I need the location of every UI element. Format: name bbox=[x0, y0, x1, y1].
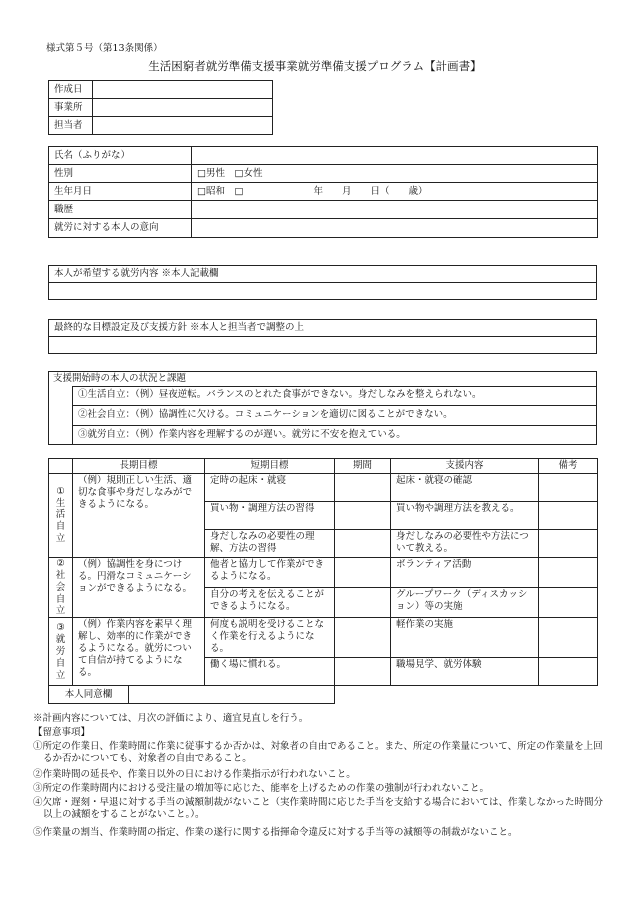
personal-info-table bbox=[48, 146, 598, 238]
office-field[interactable] bbox=[93, 99, 273, 117]
intent-label: 就労に対する本人の意向 bbox=[49, 219, 192, 238]
short-goal-cell[interactable]: 働く場に慣れる。 bbox=[205, 658, 335, 686]
final-goal-field[interactable] bbox=[49, 337, 597, 354]
intent-field[interactable] bbox=[192, 219, 598, 238]
career-label: 職歴 bbox=[49, 201, 192, 219]
support-cell[interactable]: グループワーク（ディスカッション）等の実施 bbox=[391, 588, 539, 618]
remarks-cell[interactable] bbox=[539, 473, 598, 501]
support-cell[interactable]: 起床・就寝の確認 bbox=[391, 473, 539, 501]
consent-label: 本人同意欄 bbox=[49, 686, 129, 704]
staff-field[interactable] bbox=[93, 117, 273, 135]
short-goal-cell[interactable]: 定時の起床・就寝 bbox=[205, 473, 335, 501]
page-title: 生活困窮者就労準備支援事業就労準備支援プログラム【計画書】 bbox=[148, 59, 482, 73]
period-cell[interactable] bbox=[335, 618, 391, 658]
remarks-cell[interactable] bbox=[539, 501, 598, 529]
remarks-cell[interactable] bbox=[539, 658, 598, 686]
period-cell[interactable] bbox=[335, 473, 391, 501]
support-cell[interactable]: 身だしなみの必要性や方法について教える。 bbox=[391, 529, 539, 557]
long-goal-social[interactable]: （例）協調性を身につける。円滑なコミュニケーションができるようになる。 bbox=[73, 557, 205, 617]
support-cell[interactable]: 職場見学、就労体験 bbox=[391, 658, 539, 686]
support-cell[interactable]: ボランティア活動 bbox=[391, 557, 539, 587]
short-goal-cell[interactable]: 買い物・調理方法の習得 bbox=[205, 501, 335, 529]
period-cell[interactable] bbox=[335, 588, 391, 618]
header-table bbox=[48, 80, 273, 135]
table-row bbox=[49, 618, 598, 658]
note-item: ②作業時間の延長や、作業日以外の日における作業指示が行われないこと。 bbox=[33, 769, 356, 780]
note-item: ⑤作業量の割当、作業時間の指定、作業の遂行に関する指揮命令違反に対する手当等の減額等の制裁がないこと。 bbox=[33, 827, 518, 838]
plan-header-period: 期間 bbox=[335, 459, 391, 474]
plan-header-support: 支援内容 bbox=[391, 459, 539, 474]
plan-header-short-goal: 短期目標 bbox=[205, 459, 335, 474]
period-cell[interactable] bbox=[335, 529, 391, 557]
final-goal-label: 最終的な目標設定及び支援方針 ※本人と担当者で調整の上 bbox=[49, 320, 597, 337]
name-label: 氏名（ふりがな） bbox=[49, 147, 192, 165]
table-row bbox=[49, 473, 598, 501]
long-goal-work[interactable]: （例）作業内容を素早く理解し、効率的に作業ができるようになる。就労について自信が持てるようになる。 bbox=[73, 618, 205, 686]
short-goal-cell[interactable]: 他者と協力して作業ができるようになる。 bbox=[205, 557, 335, 587]
remarks-cell[interactable] bbox=[539, 588, 598, 618]
table-row bbox=[49, 557, 598, 587]
support-cell[interactable]: 買い物や調理方法を教える。 bbox=[391, 501, 539, 529]
birthdate-label: 生年月日 bbox=[49, 183, 192, 201]
note-item: ④欠席・遅刻・早退に対する手当の減額制裁がないこと（実作業時間に応じた手当を支給する場合においては、作業しなかった時間分以上の減額をすることがないこと。）。 bbox=[33, 797, 604, 820]
created-date-label: 作成日 bbox=[49, 81, 93, 99]
desired-work-table bbox=[48, 265, 597, 300]
short-goal-cell[interactable]: 何度も説明を受けることなく作業を行えるようになる。 bbox=[205, 618, 335, 658]
desired-work-field[interactable] bbox=[49, 283, 597, 300]
created-date-field[interactable] bbox=[93, 81, 273, 99]
plan-header-long-goal: 長期目標 bbox=[73, 459, 205, 474]
birth-units: 年 月 日（ 歳） bbox=[313, 185, 428, 197]
career-field[interactable] bbox=[192, 201, 598, 219]
period-cell[interactable] bbox=[335, 658, 391, 686]
plan-table bbox=[48, 458, 598, 686]
desired-work-label: 本人が希望する就労内容 ※本人記載欄 bbox=[49, 266, 597, 283]
remarks-cell[interactable] bbox=[539, 618, 598, 658]
consent-table bbox=[48, 685, 335, 704]
status-item-work: ③就労自立：（例）作業内容を理解するのが遅い。就労に不安を抱えている。 bbox=[78, 429, 406, 440]
note-item: ①所定の作業日、作業時間に作業に従事するか否かは、対象者の自由であること。また、所定の作業量について、所定の作業量を上回るか否かについても、対象者の自由であること。 bbox=[33, 741, 603, 764]
note-item: ③所定の作業時間内における受注量の増加等に応じた、能率を上げるための作業の強制が行われないこと。 bbox=[33, 783, 490, 794]
long-goal-life[interactable]: （例）規則正しい生活、適切な食事や身だしなみができるようになる。 bbox=[73, 473, 205, 557]
birthdate-field[interactable] bbox=[192, 183, 598, 201]
remarks-cell[interactable] bbox=[539, 557, 598, 587]
short-goal-cell[interactable]: 自分の考えを伝えることができるようになる。 bbox=[205, 588, 335, 618]
notes-heading: 【留意事項】 bbox=[33, 727, 91, 738]
plan-header-remarks: 備考 bbox=[539, 459, 598, 474]
period-cell[interactable] bbox=[335, 557, 391, 587]
review-note: ※計画内容については、月次の評価により、適宜見直しを行う。 bbox=[33, 713, 309, 724]
period-cell[interactable] bbox=[335, 501, 391, 529]
name-field[interactable] bbox=[192, 147, 598, 165]
category-life: ① 生 活 自 立 bbox=[49, 473, 73, 557]
initial-status-label: 支援開始時の本人の状況と課題 bbox=[53, 373, 187, 384]
gender-label: 性別 bbox=[49, 165, 192, 183]
final-goal-table bbox=[48, 319, 597, 354]
office-label: 事業所 bbox=[49, 99, 93, 117]
form-number: 様式第５号（第13条関係） bbox=[46, 43, 163, 54]
remarks-cell[interactable] bbox=[539, 529, 598, 557]
gender-options[interactable]: □男性 □女性 bbox=[192, 165, 598, 183]
plan-header-category bbox=[49, 459, 73, 474]
category-social: ② 社 会 自 立 bbox=[49, 557, 73, 617]
staff-label: 担当者 bbox=[49, 117, 93, 135]
category-work: ③ 就 労 自 立 bbox=[49, 618, 73, 686]
status-item-social: ②社会自立：（例）協調性に欠ける。コミュニケーションを適切に図ることができない。 bbox=[78, 409, 453, 420]
short-goal-cell[interactable]: 身だしなみの必要性の理解、方法の習得 bbox=[205, 529, 335, 557]
consent-field[interactable] bbox=[129, 686, 335, 704]
status-item-life: ①生活自立：（例）昼夜逆転。バランスのとれた食事ができない。身だしなみを整えられない。 bbox=[78, 389, 482, 400]
birth-era-options: □昭和 □ bbox=[197, 185, 244, 197]
support-cell[interactable]: 軽作業の実施 bbox=[391, 618, 539, 658]
